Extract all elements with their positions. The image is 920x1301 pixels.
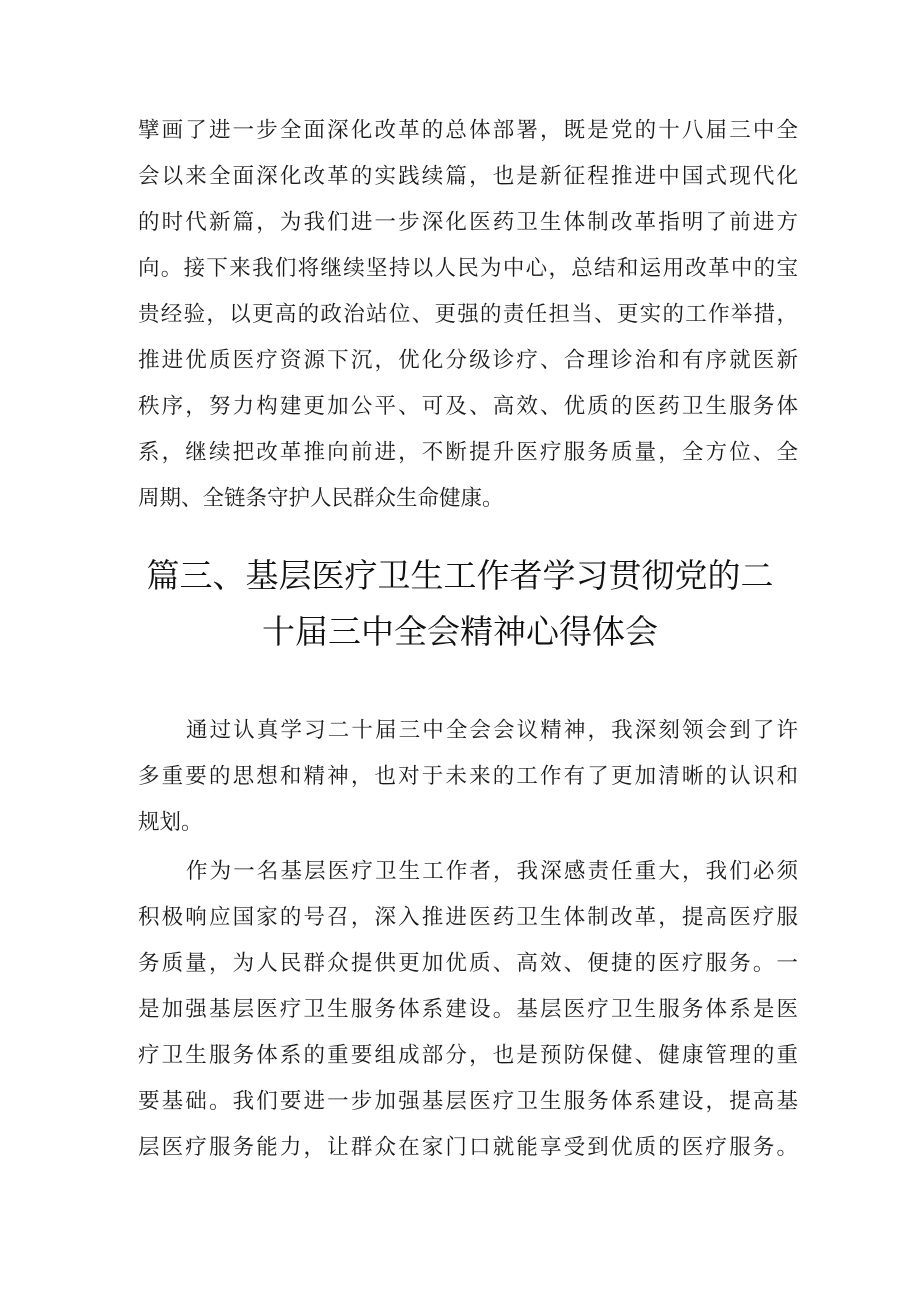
text-line: 周期、全链条守护人民群众生命健康。 (138, 486, 504, 511)
text-line: 系，继续把改革推向前进，不断提升医疗服务质量，全方位、全 (138, 440, 798, 465)
section-heading (100, 548, 820, 660)
text-line: 疗卫生服务体系的重要组成部分，也是预防保健、健康管理的重 (138, 1043, 798, 1068)
text-line: 作为一名基层医疗卫生工作者，我深感责任重大，我们必须 (186, 859, 798, 884)
text-line: 的时代新篇，为我们进一步深化医药卫生体制改革指明了前进方 (138, 210, 798, 235)
text-line: 规划。 (138, 810, 203, 835)
paragraph-continued (138, 108, 798, 522)
text-line: 秩序，努力构建更加公平、可及、高效、优质的医药卫生服务体 (138, 394, 798, 419)
text-line: 向。接下来我们将继续坚持以人民为中心，总结和运用改革中的宝 (138, 256, 798, 281)
text-line: 务质量，为人民群众提供更加优质、高效、便捷的医疗服务。一 (138, 951, 798, 976)
text-line: 层医疗服务能力，让群众在家门口就能享受到优质的医疗服务。 (138, 1135, 798, 1160)
section-heading-line-1: 篇三、基层医疗卫生工作者学习贯彻党的二 (146, 556, 774, 595)
text-line: 贵经验，以更高的政治站位、更强的责任担当、更实的工作举措， (138, 302, 798, 327)
text-line: 是加强基层医疗卫生服务体系建设。基层医疗卫生服务体系是医 (138, 997, 798, 1022)
section-heading-line-2: 十届三中全会精神心得体会 (262, 612, 658, 651)
text-line: 通过认真学习二十届三中全会会议精神，我深刻领会到了许 (186, 718, 798, 743)
text-line: 积极响应国家的号召，深入推进医药卫生体制改革，提高医疗服 (138, 905, 798, 930)
text-line: 多重要的思想和精神，也对于未来的工作有了更加清晰的认识和 (138, 764, 798, 789)
text-line: 推进优质医疗资源下沉，优化分级诊疗、合理诊治和有序就医新 (138, 348, 798, 373)
paragraph-main (138, 849, 798, 1171)
text-line: 会以来全面深化改革的实践续篇，也是新征程推进中国式现代化 (138, 164, 798, 189)
text-line: 要基础。我们要进一步加强基层医疗卫生服务体系建设，提高基 (138, 1089, 798, 1114)
text-line: 擘画了进一步全面深化改革的总体部署，既是党的十八届三中全 (138, 118, 798, 143)
paragraph-intro (138, 708, 798, 846)
